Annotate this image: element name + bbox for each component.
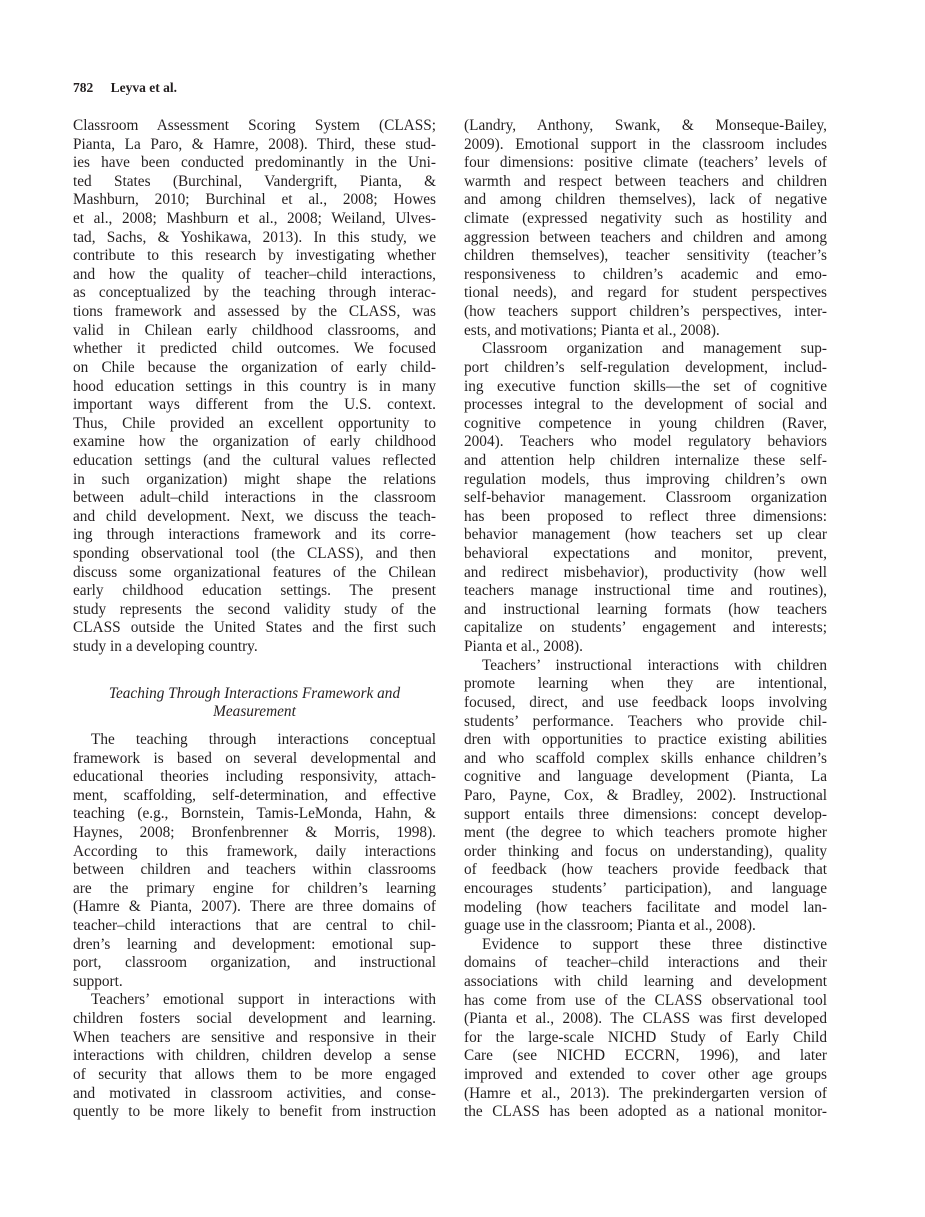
text-line: quently to be more likely to benefit from instruction [73,1103,436,1121]
text-line: between adult–child interactions in the classroom [73,489,436,507]
text-line: warmth and respect between teachers and children [464,172,827,190]
text-line: Thus, Chile provided an excellent opportunity to [73,414,436,432]
text-line: contribute to this research by investigating whether [73,247,436,265]
text-line: valid in Chilean early childhood classrooms, and [73,321,436,339]
text-line: important ways different from the U.S. context. [73,396,436,414]
text-line: et al., 2008; Mashburn et al., 2008; Weiland, Ulves- [73,210,436,228]
text-line: are the primary engine for children’s learning [73,879,436,897]
text-line: as conceptualized by the teaching through interac- [73,284,436,302]
text-line: behavior management (how teachers set up clear [464,526,827,544]
text-line: and among children themselves), lack of negative [464,191,827,209]
text-line: tad, Sachs, & Yoshikawa, 2013). In this study, we [73,228,436,246]
paragraph [464,340,827,656]
paragraph [73,117,436,657]
text-line: teacher–child interactions that are central to chil- [73,917,436,935]
text-line: (Landry, Anthony, Swank, & Monseque-Bailey, [464,117,827,134]
text-line: guage use in the classroom; Pianta et al., 2008). [464,917,756,935]
text-line: study represents the second validity study of the [73,600,436,618]
text-line: order thinking and focus on understanding), quality [464,842,827,860]
running-head [73,80,177,96]
text-line: of feedback (how teachers provide feedback that [464,861,827,879]
text-line: modeling (how teachers facilitate and model lan- [464,898,827,916]
text-line: tions framework and assessed by the CLASS, was [73,303,436,321]
text-line: associations with child learning and development [464,973,827,991]
text-line: ment, scaffolding, self-determination, and effective [73,786,436,804]
text-line: Haynes, 2008; Bronfenbrenner & Morris, 1998). [73,823,436,841]
text-line: and redirect misbehavior), productivity (how well [464,563,827,581]
text-line: educational theories including responsivity, attach- [73,768,436,786]
text-line: (Pianta et al., 2008). The CLASS was first developed [464,1010,827,1028]
text-line: 2004). Teachers who model regulatory behaviors [464,433,827,451]
text-line: CLASS outside the United States and the first such [73,619,436,637]
text-line: tional needs), and regard for student perspectives [464,284,827,302]
text-line: Pianta et al., 2008). [464,638,583,656]
text-line: regulation models, thus improving children’s own [464,470,827,488]
text-line: Teachers’ instructional interactions with children [482,656,827,674]
text-line: ing through interactions framework and its corre- [73,526,436,544]
text-line: support entails three dimensions: concept develop- [464,805,827,823]
text-line: support. [73,972,123,990]
text-line: four dimensions: positive climate (teachers’ levels of [464,154,827,172]
text-line: dren with opportunities to practice existing abilities [464,731,827,749]
text-line: Care (see NICHD ECCRN, 1996), and later [464,1047,827,1065]
text-line: has come from use of the CLASS observational tool [464,991,827,1009]
text-line: the CLASS has been adopted as a national monitor- [464,1103,827,1121]
text-line: According to this framework, daily interactions [73,842,436,860]
text-line: Mashburn, 2010; Burchinal et al., 2008; Howes [73,191,436,209]
text-line: 2009). Emotional support in the classroom includes [464,135,827,153]
text-line: and how the quality of teacher–child interactions, [73,265,436,283]
paragraph [464,117,827,340]
section-heading-line: Teaching Through Interactions Framework and [108,684,401,702]
paragraph [73,731,436,992]
text-line: Paro, Payne, Cox, & Bradley, 2002). Instructional [464,786,827,804]
text-line: ies have been conducted predominantly in the Uni- [73,154,436,172]
left-column [73,117,436,1122]
text-line: Pianta, La Paro, & Hamre, 2008). Third, these stud- [73,135,436,153]
text-line: self-behavior management. Classroom organization [464,489,827,507]
text-line: focused, direct, and use feedback loops involving [464,693,827,711]
text-line: in such organization) might shape the relations [73,470,436,488]
right-column [464,117,827,1122]
text-line: behavioral expectations and monitor, prevent, [464,545,827,563]
text-line: of security that allows them to be more engaged [73,1065,436,1083]
text-line: and child development. Next, we discuss the teach- [73,507,436,525]
text-line: between children and teachers within classrooms [73,861,436,879]
text-line: hood education settings in this country is in many [73,377,436,395]
text-line: examine how the organization of early childhood [73,433,436,451]
text-line: and attention help children internalize these self- [464,451,827,469]
text-line: ing executive function skills—the set of cognitive [464,377,827,395]
text-line: aggression between teachers and children and among [464,228,827,246]
text-line: and who scaffold complex skills enhance children’s [464,749,827,767]
text-line: students’ performance. Teachers who provide chil- [464,712,827,730]
text-line: Teachers’ emotional support in interactions with [91,991,436,1009]
text-line: and motivated in classroom activities, and conse- [73,1084,436,1102]
paragraph [464,936,827,1122]
text-line: teachers manage instructional time and routines), [464,582,827,600]
text-line: interactions with children, children develop a sense [73,1047,436,1065]
text-line: for the large-scale NICHD Study of Early Child [464,1028,827,1046]
text-line: (Hamre & Pianta, 2007). There are three domains of [73,898,436,916]
page-number: 782 [73,80,94,95]
text-line: The teaching through interactions conceptual [91,730,436,748]
text-line: study in a developing country. [73,638,258,656]
running-head-authors: Leyva et al. [110,80,177,95]
text-line: cognitive and language development (Pianta, La [464,768,827,786]
text-line: improved and extended to cover other age groups [464,1066,827,1084]
text-line: Classroom organization and management sup- [482,340,827,358]
section-heading [73,685,436,722]
text-line: When teachers are sensitive and responsive in their [73,1028,436,1046]
text-line: encourages students’ participation), and language [464,879,827,897]
text-line: and instructional learning formats (how teachers [464,600,827,618]
text-line: ment (the degree to which teachers promote higher [464,824,827,842]
text-line: (Hamre et al., 2013). The prekindergarten version of [464,1084,827,1102]
text-line: capitalize on students’ engagement and interests; [464,619,827,637]
text-line: cognitive competence in young children (Raver, [464,414,827,432]
text-line: promote learning when they are intentional, [464,675,827,693]
text-line: discuss some organizational features of the Chilean [73,563,436,581]
text-line: children themselves), teacher sensitivity (teacher’s [464,247,827,265]
text-line: ted States (Burchinal, Vandergrift, Pianta, & [73,172,436,190]
section-heading-line: Measurement [213,703,296,721]
paragraph [73,991,436,1121]
text-line: Evidence to support these three distinctive [482,935,827,953]
text-line: has been proposed to reflect three dimensions: [464,507,827,525]
text-line: port children’s self-regulation development, includ- [464,358,827,376]
text-line: ests, and motivations; Pianta et al., 2008). [464,321,720,339]
text-line: education settings (and the cultural values reflected [73,451,436,469]
text-line: responsiveness to children’s academic and emo- [464,265,827,283]
text-line: domains of teacher–child interactions and their [464,954,827,972]
text-line: children fosters social development and learning. [73,1010,436,1028]
text-line: sponding observational tool (the CLASS), and then [73,545,436,563]
text-line: Classroom Assessment Scoring System (CLASS; [73,117,436,134]
text-line: framework is based on several developmental and [73,749,436,767]
text-line: teaching (e.g., Bornstein, Tamis-LeMonda, Hahn, & [73,805,436,823]
text-line: climate (expressed negativity such as hostility and [464,210,827,228]
text-line: early childhood education settings. The present [73,582,436,600]
text-line: processes integral to the development of social and [464,396,827,414]
text-line: (how teachers support children’s perspectives, inter- [464,303,827,321]
text-line: on Chile because the organization of early child- [73,358,436,376]
paragraph [464,657,827,936]
text-line: port, classroom organization, and instructional [73,954,436,972]
text-line: dren’s learning and development: emotional sup- [73,935,436,953]
text-line: whether it predicted child outcomes. We focused [73,340,436,358]
